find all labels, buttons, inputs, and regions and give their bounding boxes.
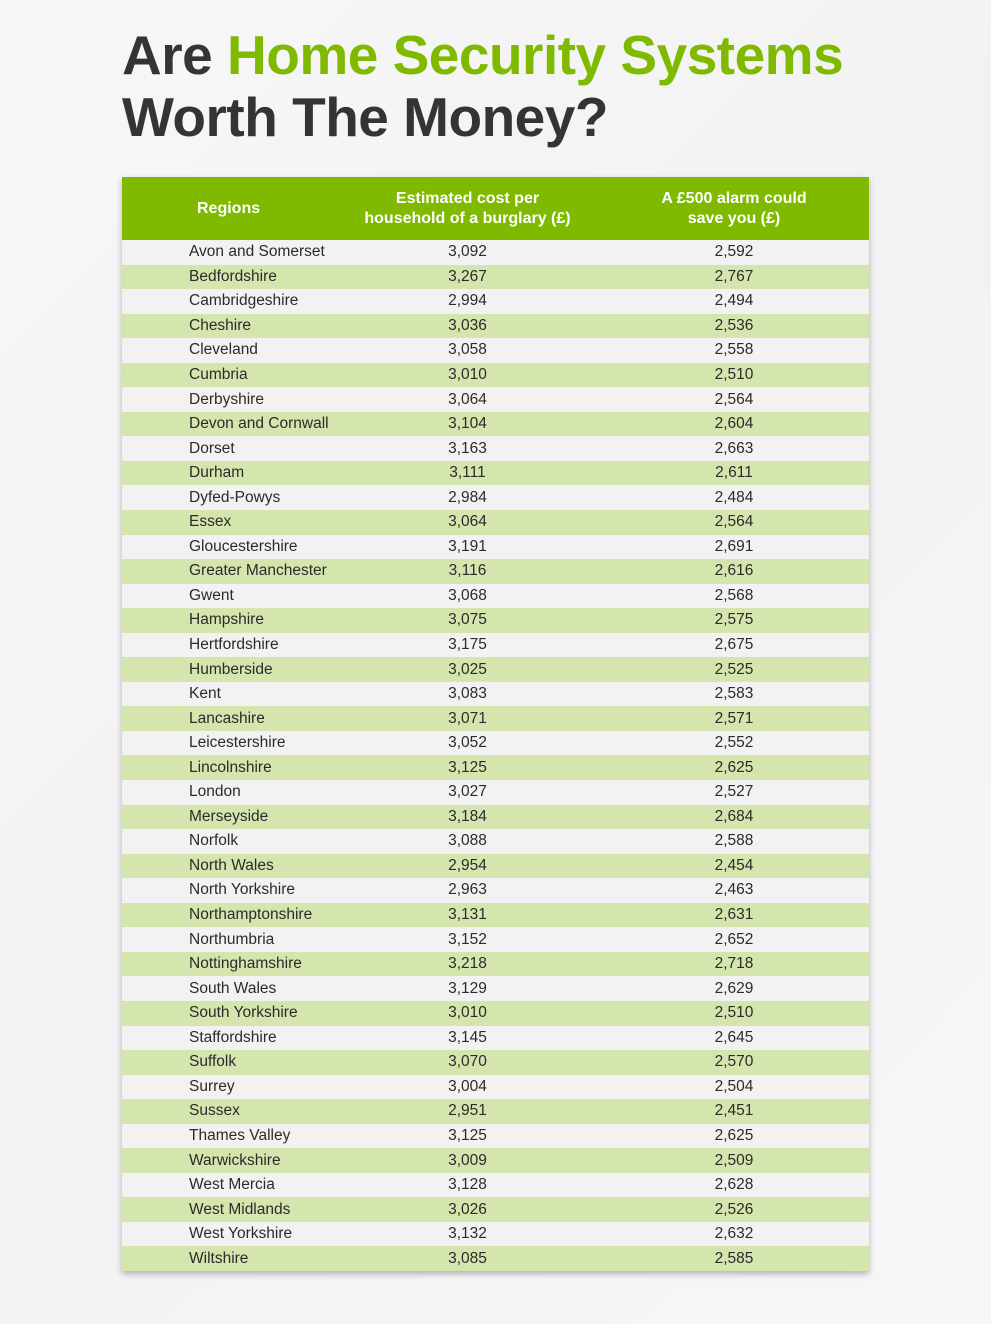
column-header-estimated-cost (336, 177, 599, 240)
table-row (122, 706, 869, 731)
table-row (122, 1173, 869, 1198)
estimated-cost-cell: 3,083 (336, 682, 599, 707)
estimated-cost-cell: 3,092 (336, 240, 599, 265)
table-row (122, 829, 869, 854)
alarm-savings-cell: 2,564 (599, 387, 869, 412)
estimated-cost-cell: 3,075 (336, 608, 599, 633)
column-header-alarm-savings (599, 177, 869, 240)
alarm-savings-cell: 2,570 (599, 1050, 869, 1075)
alarm-savings-cell: 2,767 (599, 265, 869, 290)
alarm-savings-cell: 2,494 (599, 289, 869, 314)
estimated-cost-cell: 3,025 (336, 657, 599, 682)
burglary-cost-table (122, 177, 869, 1271)
region-cell: Lincolnshire (122, 755, 336, 780)
estimated-cost-cell: 3,068 (336, 584, 599, 609)
region-cell: Cambridgeshire (122, 289, 336, 314)
alarm-savings-cell: 2,463 (599, 878, 869, 903)
table-row (122, 265, 869, 290)
table-row (122, 976, 869, 1001)
table-row (122, 1050, 869, 1075)
table-row (122, 952, 869, 977)
alarm-savings-cell: 2,645 (599, 1026, 869, 1051)
table-row (122, 461, 869, 486)
table-row (122, 436, 869, 461)
estimated-cost-cell: 3,218 (336, 952, 599, 977)
region-cell: Staffordshire (122, 1026, 336, 1051)
region-cell: Humberside (122, 657, 336, 682)
alarm-savings-cell: 2,571 (599, 706, 869, 731)
estimated-cost-cell: 3,009 (336, 1148, 599, 1173)
estimated-cost-cell: 3,184 (336, 805, 599, 830)
title-line2: Worth The Money? (122, 86, 608, 148)
region-cell: North Yorkshire (122, 878, 336, 903)
region-cell: Cheshire (122, 314, 336, 339)
table-header-row (122, 177, 869, 240)
estimated-cost-cell: 3,129 (336, 976, 599, 1001)
region-cell: Leicestershire (122, 731, 336, 756)
estimated-cost-cell: 3,125 (336, 1124, 599, 1149)
alarm-savings-cell: 2,525 (599, 657, 869, 682)
table-row (122, 240, 869, 265)
region-cell: London (122, 780, 336, 805)
column-header-label: Regions (197, 199, 261, 217)
region-cell: Wiltshire (122, 1246, 336, 1271)
estimated-cost-cell: 2,951 (336, 1099, 599, 1124)
alarm-savings-cell: 2,616 (599, 559, 869, 584)
estimated-cost-cell: 3,125 (336, 755, 599, 780)
region-cell: Avon and Somerset (122, 240, 336, 265)
table-row (122, 314, 869, 339)
alarm-savings-cell: 2,611 (599, 461, 869, 486)
estimated-cost-cell: 3,004 (336, 1075, 599, 1100)
region-cell: South Yorkshire (122, 1001, 336, 1026)
table-row (122, 363, 869, 388)
alarm-savings-cell: 2,451 (599, 1099, 869, 1124)
alarm-savings-cell: 2,604 (599, 412, 869, 437)
table-body (122, 240, 869, 1271)
alarm-savings-cell: 2,575 (599, 608, 869, 633)
table-row (122, 657, 869, 682)
table-row (122, 755, 869, 780)
region-cell: Sussex (122, 1099, 336, 1124)
alarm-savings-cell: 2,652 (599, 927, 869, 952)
table-row (122, 338, 869, 363)
estimated-cost-cell: 3,088 (336, 829, 599, 854)
region-cell: Dyfed-Powys (122, 485, 336, 510)
region-cell: Cumbria (122, 363, 336, 388)
region-cell: Warwickshire (122, 1148, 336, 1173)
region-cell: Norfolk (122, 829, 336, 854)
region-cell: West Midlands (122, 1197, 336, 1222)
alarm-savings-cell: 2,510 (599, 1001, 869, 1026)
table-row (122, 535, 869, 560)
region-cell: Gloucestershire (122, 535, 336, 560)
region-cell: West Mercia (122, 1173, 336, 1198)
estimated-cost-cell: 3,064 (336, 510, 599, 535)
estimated-cost-cell: 2,994 (336, 289, 599, 314)
region-cell: Essex (122, 510, 336, 535)
estimated-cost-cell: 3,175 (336, 633, 599, 658)
alarm-savings-cell: 2,568 (599, 584, 869, 609)
table-row (122, 927, 869, 952)
table-row (122, 1197, 869, 1222)
alarm-savings-cell: 2,588 (599, 829, 869, 854)
table-row (122, 1246, 869, 1271)
estimated-cost-cell: 3,085 (336, 1246, 599, 1271)
region-cell: Gwent (122, 584, 336, 609)
estimated-cost-cell: 3,116 (336, 559, 599, 584)
column-header-regions (122, 177, 336, 240)
estimated-cost-cell: 3,070 (336, 1050, 599, 1075)
alarm-savings-cell: 2,454 (599, 854, 869, 879)
alarm-savings-cell: 2,629 (599, 976, 869, 1001)
estimated-cost-cell: 3,267 (336, 265, 599, 290)
region-cell: South Wales (122, 976, 336, 1001)
alarm-savings-cell: 2,509 (599, 1148, 869, 1173)
estimated-cost-cell: 3,010 (336, 1001, 599, 1026)
region-cell: Derbyshire (122, 387, 336, 412)
table-row (122, 731, 869, 756)
estimated-cost-cell: 3,145 (336, 1026, 599, 1051)
alarm-savings-cell: 2,625 (599, 1124, 869, 1149)
estimated-cost-cell: 2,954 (336, 854, 599, 879)
table-row (122, 1001, 869, 1026)
table-row (122, 608, 869, 633)
table-row (122, 903, 869, 928)
alarm-savings-cell: 2,526 (599, 1197, 869, 1222)
estimated-cost-cell: 2,963 (336, 878, 599, 903)
table-row (122, 485, 869, 510)
alarm-savings-cell: 2,527 (599, 780, 869, 805)
region-cell: Cleveland (122, 338, 336, 363)
region-cell: Merseyside (122, 805, 336, 830)
alarm-savings-cell: 2,625 (599, 755, 869, 780)
table-row (122, 1148, 869, 1173)
table-row (122, 682, 869, 707)
region-cell: West Yorkshire (122, 1222, 336, 1247)
table-row (122, 780, 869, 805)
alarm-savings-cell: 2,552 (599, 731, 869, 756)
alarm-savings-cell: 2,564 (599, 510, 869, 535)
estimated-cost-cell: 3,071 (336, 706, 599, 731)
estimated-cost-cell: 3,128 (336, 1173, 599, 1198)
estimated-cost-cell: 3,191 (336, 535, 599, 560)
alarm-savings-cell: 2,691 (599, 535, 869, 560)
alarm-savings-cell: 2,504 (599, 1075, 869, 1100)
table-row (122, 1099, 869, 1124)
estimated-cost-cell: 3,027 (336, 780, 599, 805)
alarm-savings-cell: 2,558 (599, 338, 869, 363)
alarm-savings-cell: 2,510 (599, 363, 869, 388)
estimated-cost-cell: 3,036 (336, 314, 599, 339)
table-row (122, 559, 869, 584)
estimated-cost-cell: 3,132 (336, 1222, 599, 1247)
column-header-label: A £500 alarm could save you (£) (661, 189, 807, 227)
region-cell: Hampshire (122, 608, 336, 633)
alarm-savings-cell: 2,484 (599, 485, 869, 510)
estimated-cost-cell: 3,131 (336, 903, 599, 928)
data-table-container (122, 177, 869, 1271)
table-row (122, 878, 869, 903)
estimated-cost-cell: 3,058 (336, 338, 599, 363)
alarm-savings-cell: 2,632 (599, 1222, 869, 1247)
alarm-savings-cell: 2,663 (599, 436, 869, 461)
estimated-cost-cell: 3,026 (336, 1197, 599, 1222)
estimated-cost-cell: 3,010 (336, 363, 599, 388)
estimated-cost-cell: 3,163 (336, 436, 599, 461)
region-cell: Durham (122, 461, 336, 486)
estimated-cost-cell: 3,152 (336, 927, 599, 952)
page-title (122, 24, 843, 148)
title-highlight: Home Security Systems (227, 24, 844, 86)
region-cell: Bedfordshire (122, 265, 336, 290)
table-row (122, 1222, 869, 1247)
region-cell: Greater Manchester (122, 559, 336, 584)
estimated-cost-cell: 3,064 (336, 387, 599, 412)
alarm-savings-cell: 2,592 (599, 240, 869, 265)
column-header-label: Estimated cost per household of a burglary (£) (364, 189, 571, 227)
table-row (122, 633, 869, 658)
table-row (122, 1124, 869, 1149)
title-prefix: Are (122, 24, 227, 86)
estimated-cost-cell: 3,052 (336, 731, 599, 756)
region-cell: Lancashire (122, 706, 336, 731)
region-cell: Dorset (122, 436, 336, 461)
region-cell: Thames Valley (122, 1124, 336, 1149)
region-cell: Northamptonshire (122, 903, 336, 928)
alarm-savings-cell: 2,583 (599, 682, 869, 707)
table-row (122, 510, 869, 535)
alarm-savings-cell: 2,631 (599, 903, 869, 928)
alarm-savings-cell: 2,675 (599, 633, 869, 658)
region-cell: Kent (122, 682, 336, 707)
region-cell: Devon and Cornwall (122, 412, 336, 437)
table-row (122, 584, 869, 609)
table-row (122, 805, 869, 830)
table-row (122, 1075, 869, 1100)
alarm-savings-cell: 2,585 (599, 1246, 869, 1271)
table-row (122, 854, 869, 879)
region-cell: Northumbria (122, 927, 336, 952)
region-cell: Suffolk (122, 1050, 336, 1075)
region-cell: Nottinghamshire (122, 952, 336, 977)
table-row (122, 412, 869, 437)
estimated-cost-cell: 3,111 (336, 461, 599, 486)
estimated-cost-cell: 2,984 (336, 485, 599, 510)
region-cell: Surrey (122, 1075, 336, 1100)
region-cell: Hertfordshire (122, 633, 336, 658)
alarm-savings-cell: 2,628 (599, 1173, 869, 1198)
alarm-savings-cell: 2,536 (599, 314, 869, 339)
alarm-savings-cell: 2,684 (599, 805, 869, 830)
region-cell: North Wales (122, 854, 336, 879)
alarm-savings-cell: 2,718 (599, 952, 869, 977)
estimated-cost-cell: 3,104 (336, 412, 599, 437)
table-row (122, 289, 869, 314)
table-row (122, 1026, 869, 1051)
table-row (122, 387, 869, 412)
